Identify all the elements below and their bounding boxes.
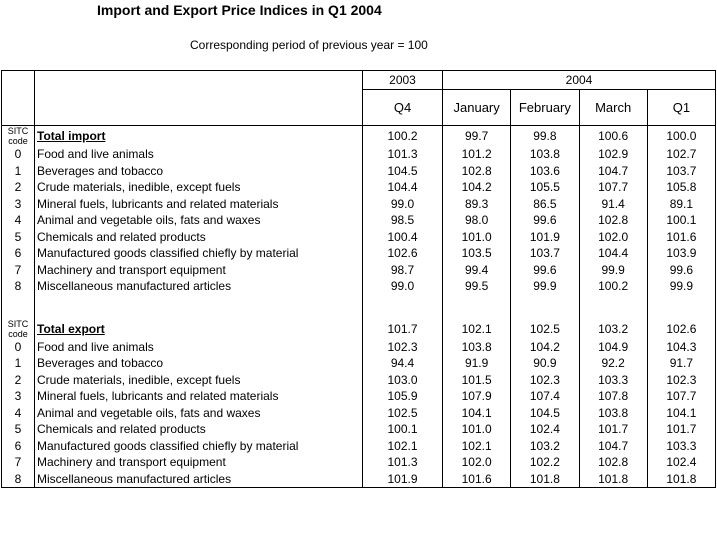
value-cell: 104.1 [443, 405, 511, 422]
value-cell: 89.3 [443, 196, 511, 213]
value-cell: 107.7 [579, 179, 647, 196]
value-cell: 102.0 [579, 229, 647, 246]
value-cell: 107.8 [579, 388, 647, 405]
total-value-cell: 100.2 [363, 126, 443, 147]
page-title: Import and Export Price Indices in Q1 2004 [97, 2, 382, 18]
sitc-label: SITC [7, 126, 29, 136]
sitc-code-label [2, 126, 35, 147]
table-row [2, 372, 716, 389]
table-row [2, 196, 716, 213]
sitc-code-cell: 8 [2, 278, 35, 295]
category-label-cell: Crude materials, inedible, except fuels [35, 179, 363, 196]
value-cell: 98.7 [363, 262, 443, 279]
value-cell: 103.7 [511, 245, 579, 262]
value-cell: 103.8 [511, 146, 579, 163]
value-cell: 91.9 [443, 355, 511, 372]
value-cell: 100.1 [363, 421, 443, 438]
category-label-cell: Animal and vegetable oils, fats and waxes [35, 212, 363, 229]
value-cell: 103.3 [579, 372, 647, 389]
column-header-february: February [511, 90, 579, 126]
table-row [2, 355, 716, 372]
code-label: code [8, 136, 28, 146]
total-value-cell: 102.5 [511, 319, 579, 339]
column-header-q4: Q4 [363, 90, 443, 126]
table-row [2, 388, 716, 405]
value-cell: 107.9 [443, 388, 511, 405]
value-cell: 99.9 [579, 262, 647, 279]
value-cell: 99.6 [647, 262, 715, 279]
value-cell: 101.9 [363, 471, 443, 488]
value-cell: 103.7 [647, 163, 715, 180]
page-subtitle: Corresponding period of previous year = 100 [190, 38, 428, 52]
category-label-cell: Beverages and tobacco [35, 355, 363, 372]
value-cell: 103.8 [579, 405, 647, 422]
sitc-code-cell: 7 [2, 262, 35, 279]
category-label-cell: Animal and vegetable oils, fats and waxes [35, 405, 363, 422]
column-header-q1: Q1 [647, 90, 715, 126]
value-cell: 105.5 [511, 179, 579, 196]
total-row [2, 319, 716, 339]
category-label-cell: Machinery and transport equipment [35, 454, 363, 471]
total-value-cell: 102.1 [443, 319, 511, 339]
sitc-code-cell: 2 [2, 179, 35, 196]
value-cell: 107.4 [511, 388, 579, 405]
table-row [2, 405, 716, 422]
value-cell: 101.7 [579, 421, 647, 438]
category-label-cell: Food and live animals [35, 146, 363, 163]
table-row [2, 421, 716, 438]
sitc-code-cell: 3 [2, 388, 35, 405]
value-cell: 104.4 [363, 179, 443, 196]
value-cell: 99.9 [647, 278, 715, 295]
category-label-cell: Mineral fuels, lubricants and related materials [35, 388, 363, 405]
value-cell: 104.4 [579, 245, 647, 262]
table-row [2, 229, 716, 246]
value-cell: 107.7 [647, 388, 715, 405]
total-value-cell: 100.6 [579, 126, 647, 147]
section-spacer-row [2, 295, 716, 319]
value-cell: 104.9 [579, 339, 647, 356]
value-cell: 104.5 [363, 163, 443, 180]
value-cell: 101.9 [511, 229, 579, 246]
value-cell: 101.0 [443, 229, 511, 246]
period-header-row [2, 90, 716, 126]
sitc-code-label [2, 319, 35, 339]
value-cell: 102.5 [363, 405, 443, 422]
value-cell: 103.5 [443, 245, 511, 262]
sitc-code-cell: 6 [2, 245, 35, 262]
sitc-code-cell: 1 [2, 163, 35, 180]
value-cell: 102.3 [647, 372, 715, 389]
table-row [2, 245, 716, 262]
category-label-cell: Miscellaneous manufactured articles [35, 471, 363, 488]
year-header-row [2, 71, 716, 90]
value-cell: 100.2 [579, 278, 647, 295]
column-header-january: January [443, 90, 511, 126]
category-label-cell: Chemicals and related products [35, 421, 363, 438]
value-cell: 102.6 [363, 245, 443, 262]
value-cell: 101.0 [443, 421, 511, 438]
sitc-code-cell: 6 [2, 438, 35, 455]
value-cell: 99.6 [511, 262, 579, 279]
value-cell: 104.2 [443, 179, 511, 196]
total-value-cell: 100.0 [647, 126, 715, 147]
year-2003-header: 2003 [363, 71, 443, 90]
price-index-table [1, 70, 716, 488]
table-row [2, 146, 716, 163]
category-label-cell: Food and live animals [35, 339, 363, 356]
value-cell: 102.8 [443, 163, 511, 180]
sitc-code-cell: 7 [2, 454, 35, 471]
value-cell: 100.4 [363, 229, 443, 246]
table-row [2, 278, 716, 295]
value-cell: 102.4 [647, 454, 715, 471]
category-label-cell: Beverages and tobacco [35, 163, 363, 180]
value-cell: 104.7 [579, 163, 647, 180]
value-cell: 104.1 [647, 405, 715, 422]
column-header-march: March [579, 90, 647, 126]
value-cell: 105.8 [647, 179, 715, 196]
category-label-cell: Manufactured goods classified chiefly by material [35, 245, 363, 262]
value-cell: 86.5 [511, 196, 579, 213]
total-value-cell: 102.6 [647, 319, 715, 339]
value-cell: 104.7 [579, 438, 647, 455]
value-cell: 102.0 [443, 454, 511, 471]
value-cell: 99.4 [443, 262, 511, 279]
value-cell: 99.5 [443, 278, 511, 295]
value-cell: 101.6 [443, 471, 511, 488]
table-row [2, 339, 716, 356]
value-cell: 91.4 [579, 196, 647, 213]
sitc-code-cell: 2 [2, 372, 35, 389]
value-cell: 101.7 [647, 421, 715, 438]
total-label: Total export [37, 321, 105, 336]
value-cell: 101.2 [443, 146, 511, 163]
value-cell: 103.0 [363, 372, 443, 389]
value-cell: 102.4 [511, 421, 579, 438]
value-cell: 102.1 [443, 438, 511, 455]
table-row [2, 454, 716, 471]
total-row [2, 126, 716, 147]
category-label-cell: Miscellaneous manufactured articles [35, 278, 363, 295]
value-cell: 98.5 [363, 212, 443, 229]
sitc-code-cell: 0 [2, 339, 35, 356]
total-value-cell: 103.2 [579, 319, 647, 339]
table-row [2, 471, 716, 488]
total-label: Total import [37, 129, 106, 143]
table-row [2, 179, 716, 196]
value-cell: 102.7 [647, 146, 715, 163]
value-cell: 98.0 [443, 212, 511, 229]
sitc-code-cell: 5 [2, 229, 35, 246]
value-cell: 101.8 [579, 471, 647, 488]
value-cell: 104.2 [511, 339, 579, 356]
value-cell: 102.3 [363, 339, 443, 356]
value-cell: 91.7 [647, 355, 715, 372]
value-cell: 102.3 [511, 372, 579, 389]
total-value-cell: 101.7 [363, 319, 443, 339]
value-cell: 103.6 [511, 163, 579, 180]
value-cell: 102.8 [579, 454, 647, 471]
value-cell: 99.6 [511, 212, 579, 229]
table-row [2, 262, 716, 279]
value-cell: 99.0 [363, 278, 443, 295]
sitc-code-cell: 3 [2, 196, 35, 213]
value-cell: 100.1 [647, 212, 715, 229]
table-row [2, 212, 716, 229]
value-cell: 94.4 [363, 355, 443, 372]
sitc-code-cell: 4 [2, 405, 35, 422]
sitc-label: SITC [7, 318, 29, 329]
value-cell: 103.8 [443, 339, 511, 356]
total-value-cell: 99.7 [443, 126, 511, 147]
value-cell: 101.3 [363, 146, 443, 163]
year-2004-header: 2004 [443, 71, 716, 90]
category-label-cell: Manufactured goods classified chiefly by material [35, 438, 363, 455]
value-cell: 101.8 [511, 471, 579, 488]
category-label-cell: Crude materials, inedible, except fuels [35, 372, 363, 389]
value-cell: 99.9 [511, 278, 579, 295]
table-body [2, 126, 716, 488]
value-cell: 104.5 [511, 405, 579, 422]
value-cell: 105.9 [363, 388, 443, 405]
sitc-code-cell: 8 [2, 471, 35, 488]
value-cell: 89.1 [647, 196, 715, 213]
table-row [2, 438, 716, 455]
sitc-code-cell: 0 [2, 146, 35, 163]
value-cell: 103.9 [647, 245, 715, 262]
sitc-code-cell: 4 [2, 212, 35, 229]
value-cell: 101.6 [647, 229, 715, 246]
value-cell: 102.8 [579, 212, 647, 229]
value-cell: 103.2 [511, 438, 579, 455]
value-cell: 102.9 [579, 146, 647, 163]
value-cell: 99.0 [363, 196, 443, 213]
category-label-cell: Mineral fuels, lubricants and related materials [35, 196, 363, 213]
value-cell: 103.3 [647, 438, 715, 455]
value-cell: 102.2 [511, 454, 579, 471]
total-value-cell: 99.8 [511, 126, 579, 147]
value-cell: 90.9 [511, 355, 579, 372]
code-label: code [8, 328, 28, 339]
category-label-cell: Machinery and transport equipment [35, 262, 363, 279]
value-cell: 101.5 [443, 372, 511, 389]
value-cell: 101.3 [363, 454, 443, 471]
table-row [2, 163, 716, 180]
value-cell: 92.2 [579, 355, 647, 372]
sitc-code-cell: 1 [2, 355, 35, 372]
value-cell: 101.8 [647, 471, 715, 488]
sitc-code-cell: 5 [2, 421, 35, 438]
category-label-cell: Chemicals and related products [35, 229, 363, 246]
value-cell: 102.1 [363, 438, 443, 455]
value-cell: 104.3 [647, 339, 715, 356]
